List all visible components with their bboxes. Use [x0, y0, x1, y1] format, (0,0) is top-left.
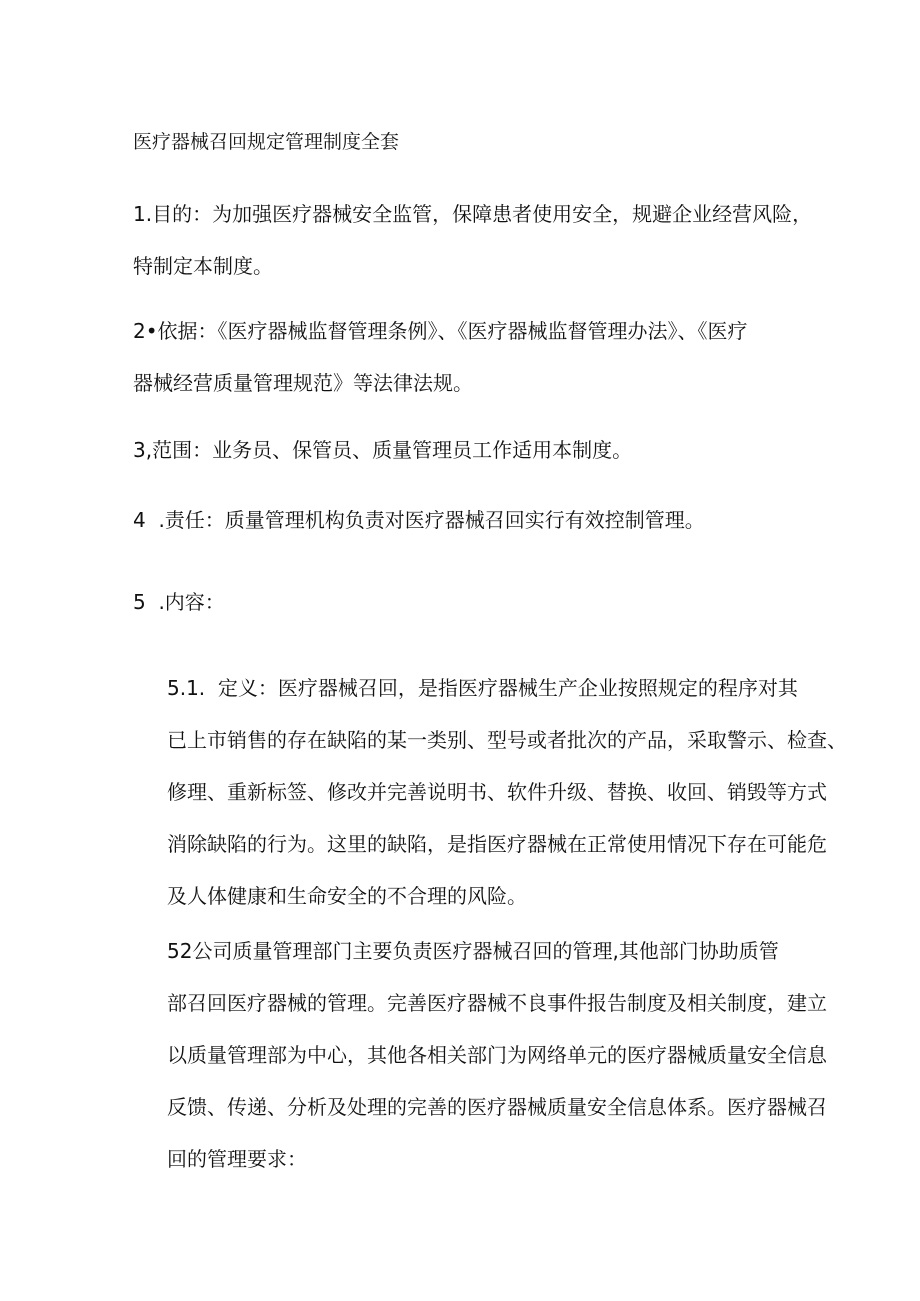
section-line: 5 .内容：: [133, 590, 225, 614]
section-4-responsibility: [133, 494, 798, 546]
section-line: 及人体健康和生命安全的不合理的风险。: [167, 884, 527, 908]
section-line: 以质量管理部为中心，其他各相关部门为网络单元的医疗器械质量安全信息: [167, 1043, 827, 1067]
section-line: 反馈、传递、分析及处理的完善的医疗器械质量安全信息体系。医疗器械召: [167, 1095, 827, 1119]
section-line: 4 .责任：质量管理机构负责对医疗器械召回实行有效控制管理。: [133, 508, 705, 532]
section-line: 特制定本制度。: [133, 254, 273, 278]
section-5-2-management: [133, 925, 827, 1185]
section-line: 2•依据：《医疗器械监督管理条例》、《医疗器械监督管理办法》、《医疗: [133, 319, 748, 343]
section-5-content: [133, 576, 798, 628]
section-line: 消除缺陷的行为。这里的缺陷，是指医疗器械在正常使用情况下存在可能危: [167, 832, 827, 856]
section-line: 5.1. 定义：医疗器械召回，是指医疗器械生产企业按照规定的程序对其: [167, 676, 798, 700]
section-5-1-definition: [133, 662, 847, 922]
section-1-purpose: [133, 188, 813, 292]
document-title: 医疗器械召回规定管理制度全套: [133, 131, 400, 153]
section-line: 1.目的：为加强医疗器械安全监管，保障患者使用安全，规避企业经营风险，: [133, 202, 813, 226]
section-line: 52公司质量管理部门主要负责医疗器械召回的管理,其他部门协助质管: [167, 939, 779, 963]
section-3-scope: [133, 424, 798, 476]
section-line: 回的管理要求：: [167, 1147, 307, 1171]
section-line: 3,范围：业务员、保管员、质量管理员工作适用本制度。: [133, 438, 633, 462]
section-2-basis: [133, 305, 798, 409]
section-line: 已上市销售的存在缺陷的某一类别、型号或者批次的产品，采取警示、检查、: [167, 728, 847, 752]
section-line: 器械经营质量管理规范》等法律法规。: [133, 371, 473, 395]
section-line: 修理、重新标签、修改并完善说明书、软件升级、替换、收回、销毁等方式: [167, 780, 827, 804]
section-line: 部召回医疗器械的管理。完善医疗器械不良事件报告制度及相关制度，建立: [167, 991, 827, 1015]
